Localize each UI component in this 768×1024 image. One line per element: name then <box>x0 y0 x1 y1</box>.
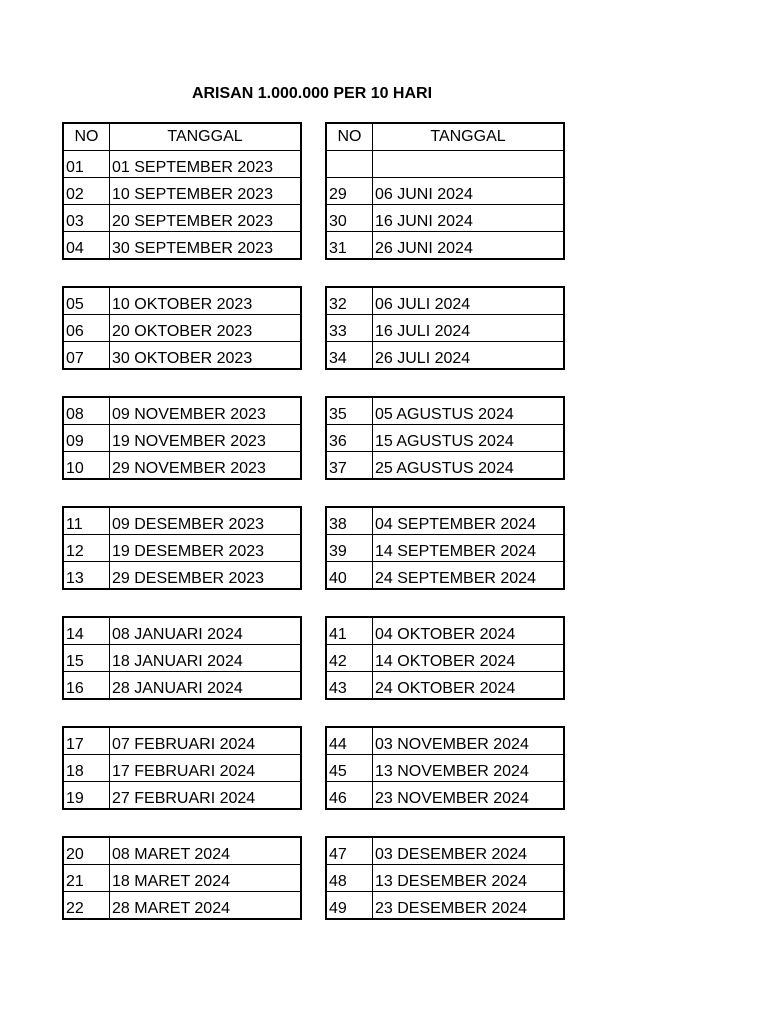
schedule-table-right-1 <box>325 122 565 260</box>
table-row <box>326 342 564 370</box>
row-number: 15 <box>63 645 110 672</box>
row-date: 20 OKTOBER 2023 <box>110 315 302 342</box>
row-date: 10 OKTOBER 2023 <box>110 287 302 315</box>
row-date: 16 JUNI 2024 <box>373 205 565 232</box>
row-number: 17 <box>63 727 110 755</box>
table-row <box>63 562 301 590</box>
row-date: 28 MARET 2024 <box>110 892 302 920</box>
table-row <box>63 782 301 810</box>
row-date: 08 MARET 2024 <box>110 837 302 865</box>
row-number: 10 <box>63 452 110 480</box>
row-date: 30 OKTOBER 2023 <box>110 342 302 370</box>
row-number: 21 <box>63 865 110 892</box>
row-date: 29 DESEMBER 2023 <box>110 562 302 590</box>
right-column <box>325 122 565 946</box>
row-date: 27 FEBRUARI 2024 <box>110 782 302 810</box>
table-row <box>63 452 301 480</box>
table-row <box>63 755 301 782</box>
table-row <box>63 151 301 178</box>
row-number: 29 <box>326 178 373 205</box>
table-row <box>326 535 564 562</box>
table-header-row <box>63 123 301 151</box>
row-date: 15 AGUSTUS 2024 <box>373 425 565 452</box>
row-date: 26 JULI 2024 <box>373 342 565 370</box>
row-date: 13 NOVEMBER 2024 <box>373 755 565 782</box>
row-number: 38 <box>326 507 373 535</box>
table-row <box>326 452 564 480</box>
row-number: 46 <box>326 782 373 810</box>
table-row <box>63 617 301 645</box>
row-number: 43 <box>326 672 373 700</box>
row-number: 42 <box>326 645 373 672</box>
row-number: 40 <box>326 562 373 590</box>
table-row <box>326 645 564 672</box>
row-number: 49 <box>326 892 373 920</box>
row-date: 06 JUNI 2024 <box>373 178 565 205</box>
table-row <box>326 727 564 755</box>
row-number: 02 <box>63 178 110 205</box>
row-number: 05 <box>63 287 110 315</box>
table-row <box>326 151 564 178</box>
row-number: 18 <box>63 755 110 782</box>
row-number: 19 <box>63 782 110 810</box>
table-row <box>326 865 564 892</box>
row-date: 01 SEPTEMBER 2023 <box>110 151 302 178</box>
table-row <box>326 617 564 645</box>
row-number: 07 <box>63 342 110 370</box>
table-row <box>63 342 301 370</box>
row-date: 09 NOVEMBER 2023 <box>110 397 302 425</box>
table-row <box>63 507 301 535</box>
row-date: 29 NOVEMBER 2023 <box>110 452 302 480</box>
row-number <box>326 151 373 178</box>
table-row <box>63 315 301 342</box>
schedule-table-left-6 <box>62 726 302 810</box>
row-date: 03 NOVEMBER 2024 <box>373 727 565 755</box>
table-row <box>63 232 301 260</box>
row-number: 41 <box>326 617 373 645</box>
table-row <box>326 205 564 232</box>
schedule-table-right-6 <box>325 726 565 810</box>
row-number: 11 <box>63 507 110 535</box>
table-row <box>63 645 301 672</box>
schedule-table-right-3 <box>325 396 565 480</box>
table-row <box>63 205 301 232</box>
table-row <box>63 892 301 920</box>
table-row <box>326 178 564 205</box>
row-date: 06 JULI 2024 <box>373 287 565 315</box>
row-number: 04 <box>63 232 110 260</box>
row-date: 24 OKTOBER 2024 <box>373 672 565 700</box>
row-number: 20 <box>63 837 110 865</box>
row-number: 44 <box>326 727 373 755</box>
row-number: 01 <box>63 151 110 178</box>
row-date: 13 DESEMBER 2024 <box>373 865 565 892</box>
row-date: 25 AGUSTUS 2024 <box>373 452 565 480</box>
table-header-row <box>326 123 564 151</box>
table-row <box>326 425 564 452</box>
row-number: 32 <box>326 287 373 315</box>
table-row <box>326 232 564 260</box>
page-title: ARISAN 1.000.000 PER 10 HARI <box>191 85 433 102</box>
row-number: 16 <box>63 672 110 700</box>
row-date: 24 SEPTEMBER 2024 <box>373 562 565 590</box>
row-date: 19 NOVEMBER 2023 <box>110 425 302 452</box>
table-row <box>63 535 301 562</box>
row-date: 09 DESEMBER 2023 <box>110 507 302 535</box>
row-date: 18 JANUARI 2024 <box>110 645 302 672</box>
row-date: 23 DESEMBER 2024 <box>373 892 565 920</box>
row-date: 04 OKTOBER 2024 <box>373 617 565 645</box>
row-number: 31 <box>326 232 373 260</box>
header-no: NO <box>326 123 373 151</box>
schedule-table-left-7 <box>62 836 302 920</box>
table-row <box>63 865 301 892</box>
table-row <box>326 315 564 342</box>
schedule-table-right-4 <box>325 506 565 590</box>
table-row <box>63 178 301 205</box>
table-row <box>326 892 564 920</box>
row-number: 08 <box>63 397 110 425</box>
row-number: 12 <box>63 535 110 562</box>
header-tanggal: TANGGAL <box>110 123 302 151</box>
row-number: 36 <box>326 425 373 452</box>
table-row <box>326 287 564 315</box>
row-number: 09 <box>63 425 110 452</box>
header-no: NO <box>63 123 110 151</box>
table-row <box>326 397 564 425</box>
row-date: 17 FEBRUARI 2024 <box>110 755 302 782</box>
table-row <box>326 755 564 782</box>
table-row <box>63 287 301 315</box>
row-number: 22 <box>63 892 110 920</box>
row-date: 10 SEPTEMBER 2023 <box>110 178 302 205</box>
row-number: 30 <box>326 205 373 232</box>
row-date: 08 JANUARI 2024 <box>110 617 302 645</box>
row-date: 07 FEBRUARI 2024 <box>110 727 302 755</box>
row-date: 19 DESEMBER 2023 <box>110 535 302 562</box>
row-number: 47 <box>326 837 373 865</box>
table-row <box>326 562 564 590</box>
schedule-table-left-3 <box>62 396 302 480</box>
row-number: 14 <box>63 617 110 645</box>
table-row <box>326 782 564 810</box>
row-number: 39 <box>326 535 373 562</box>
row-number: 45 <box>326 755 373 782</box>
row-date <box>373 151 565 178</box>
table-row <box>63 727 301 755</box>
row-number: 34 <box>326 342 373 370</box>
table-row <box>63 672 301 700</box>
row-date: 26 JUNI 2024 <box>373 232 565 260</box>
row-number: 13 <box>63 562 110 590</box>
schedule-table-right-5 <box>325 616 565 700</box>
schedule-table-right-7 <box>325 836 565 920</box>
left-column <box>62 122 302 946</box>
row-date: 30 SEPTEMBER 2023 <box>110 232 302 260</box>
schedule-table-left-1 <box>62 122 302 260</box>
table-row <box>63 397 301 425</box>
row-number: 06 <box>63 315 110 342</box>
row-date: 03 DESEMBER 2024 <box>373 837 565 865</box>
schedule-table-left-4 <box>62 506 302 590</box>
schedule-table-left-2 <box>62 286 302 370</box>
header-tanggal: TANGGAL <box>373 123 565 151</box>
row-date: 04 SEPTEMBER 2024 <box>373 507 565 535</box>
row-number: 37 <box>326 452 373 480</box>
row-number: 35 <box>326 397 373 425</box>
row-date: 20 SEPTEMBER 2023 <box>110 205 302 232</box>
row-number: 48 <box>326 865 373 892</box>
table-row <box>326 507 564 535</box>
table-row <box>326 837 564 865</box>
row-number: 33 <box>326 315 373 342</box>
row-date: 23 NOVEMBER 2024 <box>373 782 565 810</box>
schedule-table-left-5 <box>62 616 302 700</box>
row-date: 14 SEPTEMBER 2024 <box>373 535 565 562</box>
table-row <box>63 837 301 865</box>
row-date: 16 JULI 2024 <box>373 315 565 342</box>
table-row <box>326 672 564 700</box>
row-date: 18 MARET 2024 <box>110 865 302 892</box>
row-date: 05 AGUSTUS 2024 <box>373 397 565 425</box>
row-number: 03 <box>63 205 110 232</box>
row-date: 14 OKTOBER 2024 <box>373 645 565 672</box>
table-row <box>63 425 301 452</box>
schedule-table-right-2 <box>325 286 565 370</box>
row-date: 28 JANUARI 2024 <box>110 672 302 700</box>
